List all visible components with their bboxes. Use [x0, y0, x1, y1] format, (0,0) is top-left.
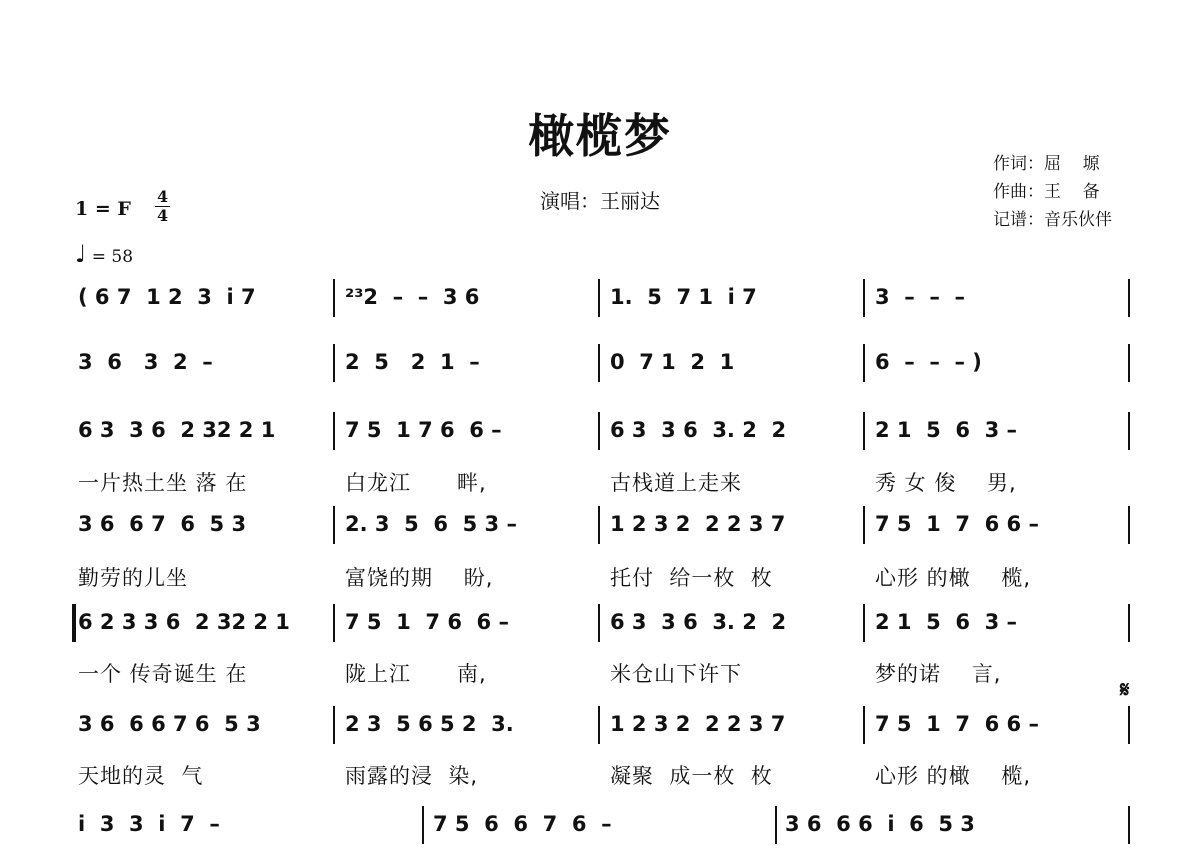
measure-lyrics: 天地的灵 气	[78, 764, 204, 788]
measure-notes: 0 7 1 2 1	[610, 350, 735, 374]
measure-notes: 2 1 5 6 3 –	[875, 610, 1018, 634]
credits-block	[993, 150, 1112, 234]
measure-notes: i 3 3 i 7 –	[78, 812, 220, 836]
barline	[422, 806, 424, 844]
measure-notes: 3 – – –	[875, 285, 965, 309]
barline	[863, 506, 865, 544]
measure-lyrics: 雨露的浸 染,	[345, 764, 479, 788]
transcriber-credit: 记谱：音乐伙伴	[993, 210, 1112, 230]
measure-lyrics: 古栈道上走来	[610, 471, 742, 495]
measure-notes: 2 3 5 6 5 2 3.	[345, 712, 514, 736]
measure-notes: 3 6 6 6 7 6 5 3	[78, 712, 261, 736]
barline	[863, 344, 865, 382]
measure-notes: 1. 5 7 1 i 7	[610, 285, 757, 309]
score-title: 橄榄梦	[528, 109, 672, 163]
measure-lyrics: 勤劳的儿坐	[78, 566, 188, 590]
repeat-start-barline	[72, 604, 76, 642]
barline	[1128, 412, 1130, 450]
measure-notes: 7 5 1 7 6 6 –	[345, 418, 502, 442]
measure-notes: 2. 3 5 6 5 3 –	[345, 512, 517, 536]
barline	[1128, 806, 1130, 844]
barline	[333, 604, 335, 642]
measure-notes: 7 5 1 7 6 6 –	[345, 610, 509, 634]
barline	[863, 604, 865, 642]
barline	[1128, 506, 1130, 544]
time-signature-bottom: 4	[157, 206, 169, 225]
barline	[598, 506, 600, 544]
barline	[1128, 344, 1130, 382]
measure-notes: 7 5 1 7 6 6 –	[875, 512, 1039, 536]
measure-notes: ²³2 – – 3 6	[345, 285, 480, 309]
measure-notes: 3 6 6 6 i 6 5 3	[785, 812, 975, 836]
barline	[598, 604, 600, 642]
barline	[598, 344, 600, 382]
measure-lyrics: 富饶的期 盼,	[345, 566, 494, 590]
barline	[598, 412, 600, 450]
measure-lyrics: 梦的诺 言,	[875, 662, 1002, 686]
barline	[333, 279, 335, 317]
time-signature-top: 4	[157, 187, 169, 206]
measure-notes: 2 5 2 1 –	[345, 350, 480, 374]
measure-notes: 7 5 1 7 6 6 –	[875, 712, 1039, 736]
barline	[863, 706, 865, 744]
measure-lyrics: 托付 给一枚 枚	[610, 566, 773, 590]
measure-notes: 6 3 3 6 2 32 2 1	[78, 418, 276, 442]
measure-notes: 6 3 3 6 3. 2 2	[610, 610, 787, 634]
measure-notes: 6 – – – )	[875, 350, 982, 374]
barline	[863, 279, 865, 317]
tempo-marking	[75, 240, 133, 268]
measure-lyrics: 米仓山下许下	[610, 662, 742, 686]
barline	[333, 344, 335, 382]
measure-notes: 7 5 6 6 7 6 –	[433, 812, 612, 836]
measure-notes: 2 1 5 6 3 –	[875, 418, 1018, 442]
barline	[333, 706, 335, 744]
barline	[863, 412, 865, 450]
barline	[1128, 706, 1130, 744]
barline	[598, 706, 600, 744]
barline	[333, 412, 335, 450]
measure-notes: 6 3 3 6 3. 2 2	[610, 418, 787, 442]
tempo-value: = 58	[91, 247, 134, 267]
barline	[598, 279, 600, 317]
key-signature: 1 = F	[75, 198, 131, 220]
composer-credit: 作曲：王 备	[993, 182, 1100, 202]
measure-lyrics: 凝聚 成一枚 枚	[610, 764, 773, 788]
measure-lyrics: 一片热土坐 落 在	[78, 471, 248, 495]
barline	[775, 806, 777, 844]
measure-notes: 3 6 3 2 –	[78, 350, 213, 374]
measure-lyrics: 陇上江 南,	[345, 662, 487, 686]
time-signature	[155, 188, 170, 225]
barline	[1128, 604, 1130, 642]
quarter-note-icon: ♩	[75, 240, 87, 268]
measure-lyrics: 心形 的橄 榄,	[875, 764, 1032, 788]
measure-notes: 6 2 3 3 6 2 32 2 1	[78, 610, 290, 634]
barline	[333, 506, 335, 544]
measure-notes: 3 6 6 7 6 5 3	[78, 512, 247, 536]
measure-lyrics: 白龙江 畔,	[345, 471, 487, 495]
measure-notes: 1 2 3 2 2 2 3 7	[610, 512, 786, 536]
barline	[1128, 279, 1130, 317]
singer-credit: 演唱：王丽达	[540, 189, 660, 213]
segno-icon: 𝄋	[1120, 678, 1130, 703]
measure-notes: ( 6 7 1 2 3 i 7	[78, 285, 256, 309]
measure-lyrics: 一个 传奇诞生 在	[78, 662, 248, 686]
lyricist-credit: 作词：屈 塬	[993, 154, 1100, 174]
measure-lyrics: 秀 女 俊 男,	[875, 471, 1017, 495]
measure-notes: 1 2 3 2 2 2 3 7	[610, 712, 786, 736]
measure-lyrics: 心形 的橄 榄,	[875, 566, 1032, 590]
